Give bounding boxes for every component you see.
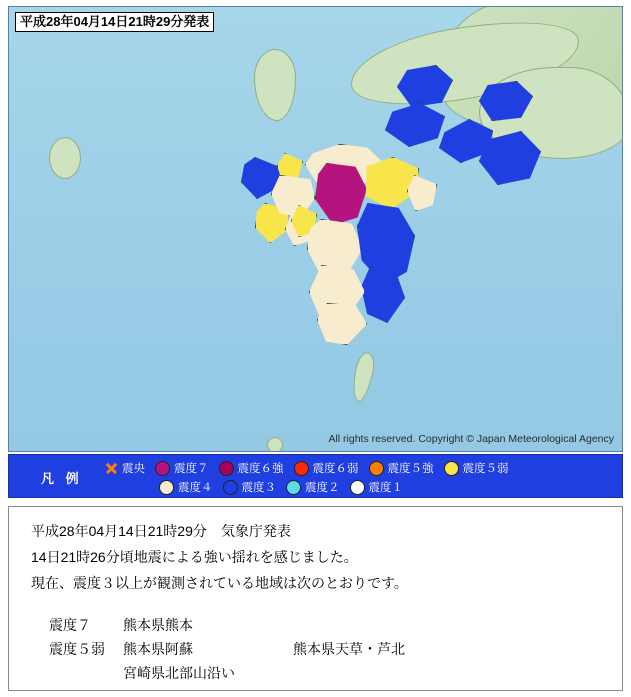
shindo-area: 宮崎県北部山沿い bbox=[123, 665, 235, 681]
legend-item-label: 震度４ bbox=[178, 482, 213, 494]
shindo-row bbox=[31, 613, 622, 637]
swatch-icon bbox=[155, 461, 170, 476]
legend-row-lower bbox=[159, 479, 413, 495]
legend-item-shindo-6-strong bbox=[219, 460, 284, 476]
shindo-area: 熊本県熊本 bbox=[123, 617, 193, 633]
land-island-south bbox=[267, 437, 283, 452]
legend-item-label: 震度７ bbox=[174, 463, 209, 475]
legend-item-label: 震度２ bbox=[305, 482, 340, 494]
legend-item-shindo-3 bbox=[223, 479, 277, 495]
legend-item-shindo-2 bbox=[286, 479, 340, 495]
swatch-icon bbox=[444, 461, 459, 476]
shindo-area: 熊本県天草・芦北 bbox=[293, 641, 405, 657]
legend-item-shindo-6-weak bbox=[294, 460, 359, 476]
legend-item-shindo-7 bbox=[155, 460, 209, 476]
report-line-shaking: 14日21時26分頃地震による強い揺れを感じました。 bbox=[31, 549, 358, 565]
legend-item-shindo-1 bbox=[350, 479, 404, 495]
map-copyright: All rights reserved. Copyright © Japan Meteorological Agency bbox=[328, 433, 614, 445]
swatch-icon bbox=[350, 480, 365, 495]
shindo-row bbox=[31, 661, 622, 685]
swatch-icon bbox=[223, 480, 238, 495]
shindo-area bbox=[293, 613, 513, 637]
legend-item-label: 震度１ bbox=[368, 482, 403, 494]
legend-row-upper bbox=[105, 460, 519, 476]
swatch-icon bbox=[219, 461, 234, 476]
epicenter-icon bbox=[105, 462, 118, 475]
legend-item-label: 震央 bbox=[122, 463, 145, 475]
legend-item-shindo-5-strong bbox=[369, 460, 434, 476]
shindo-level: 震度７ bbox=[49, 617, 91, 633]
swatch-icon bbox=[286, 480, 301, 495]
legend-item-label: 震度３ bbox=[241, 482, 276, 494]
legend-panel bbox=[8, 454, 623, 498]
shindo-row bbox=[31, 637, 622, 661]
swatch-icon bbox=[369, 461, 384, 476]
legend-title: 凡 例 bbox=[41, 471, 83, 486]
legend-item-label: 震度５弱 bbox=[462, 463, 509, 475]
report-line-areas-intro: 現在、震度３以上が観測されている地域は次のとおりです。 bbox=[31, 575, 408, 591]
report-spacer bbox=[31, 599, 622, 613]
legend-item-epicenter bbox=[105, 460, 145, 476]
swatch-icon bbox=[159, 480, 174, 495]
shindo-map bbox=[8, 6, 623, 452]
legend-item-shindo-5-weak bbox=[444, 460, 509, 476]
map-title: 平成28年04月14日21時29分発表 bbox=[15, 12, 214, 32]
legend-item-shindo-4 bbox=[159, 479, 213, 495]
report-text-panel bbox=[8, 506, 623, 691]
report-line-issued: 平成28年04月14日21時29分 気象庁発表 bbox=[31, 523, 291, 539]
swatch-icon bbox=[294, 461, 309, 476]
shindo-level: 震度５弱 bbox=[49, 641, 105, 657]
legend-item-label: 震度５強 bbox=[387, 463, 434, 475]
land-island-west bbox=[49, 137, 81, 179]
legend-item-label: 震度６弱 bbox=[312, 463, 359, 475]
shindo-area: 熊本県阿蘇 bbox=[123, 641, 193, 657]
shindo-area bbox=[293, 661, 513, 685]
legend-item-label: 震度６強 bbox=[237, 463, 284, 475]
